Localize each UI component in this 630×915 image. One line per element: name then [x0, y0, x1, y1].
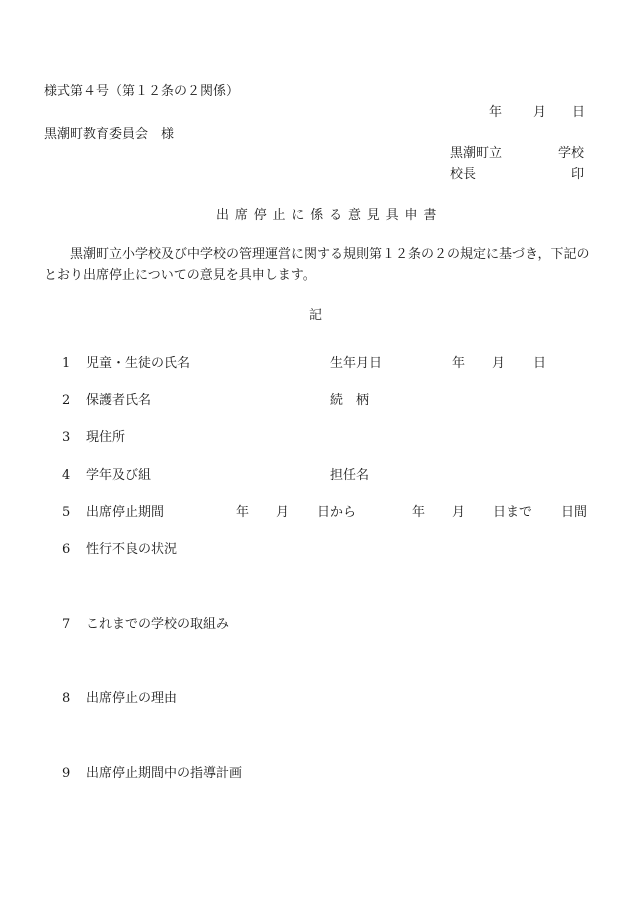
item-label-student-name: 児童・生徒の氏名 — [86, 356, 191, 371]
item-number: 9 — [62, 766, 71, 781]
date-month-label: 月 — [533, 105, 547, 120]
item-label-misconduct-status: 性行不良の状況 — [86, 542, 178, 557]
item-sublabel-relationship: 続 柄 — [330, 393, 370, 408]
item-number: 3 — [62, 430, 71, 445]
addressee: 黒潮町教育委員会 様 — [44, 127, 175, 142]
item-number: 1 — [62, 356, 71, 371]
from-year-label: 年 — [236, 505, 250, 520]
item-label-suspension-period: 出席停止期間 — [86, 505, 165, 520]
seal-label: 印 — [571, 167, 585, 182]
to-suffix-label: 日まで — [493, 505, 533, 520]
body-paragraph: 黒潮町立小学校及び中学校の管理運営に関する規則第１２条の２の規定に基づき，下記のとおり出席停止についての意見を具申します。 — [44, 247, 590, 283]
item-label-address: 現住所 — [86, 430, 126, 445]
item-number: 4 — [62, 468, 71, 483]
to-month-label: 月 — [452, 505, 466, 520]
item-number: 8 — [62, 691, 71, 706]
item-label-guidance-plan: 出席停止期間中の指導計画 — [86, 766, 243, 781]
item-number: 6 — [62, 542, 71, 557]
birth-year-label: 年 — [452, 356, 466, 371]
school-suffix-label: 学校 — [558, 146, 585, 161]
form-number: 様式第４号（第１２条の２関係） — [44, 84, 240, 99]
item-label-guardian-name: 保護者氏名 — [86, 393, 152, 408]
item-number: 2 — [62, 393, 71, 408]
document-title: 出席停止に係る意見具申書 — [216, 208, 443, 223]
birth-day-label: 日 — [533, 356, 547, 371]
from-month-label: 月 — [276, 505, 290, 520]
birth-month-label: 月 — [492, 356, 506, 371]
item-sublabel-birthdate: 生年月日 — [330, 356, 383, 371]
from-suffix-label: 日から — [317, 505, 357, 520]
item-label-grade-class: 学年及び組 — [86, 468, 152, 483]
date-day-label: 日 — [572, 105, 586, 120]
item-sublabel-teacher: 担任名 — [330, 468, 370, 483]
item-label-school-efforts: これまでの学校の取組み — [86, 617, 230, 632]
item-number: 7 — [62, 617, 71, 632]
to-year-label: 年 — [412, 505, 426, 520]
item-label-suspension-reason: 出席停止の理由 — [86, 691, 178, 706]
date-year-label: 年 — [489, 105, 503, 120]
item-number: 5 — [62, 505, 71, 520]
principal-label: 校長 — [450, 167, 477, 182]
duration-label: 日間 — [561, 505, 588, 520]
school-town-label: 黒潮町立 — [450, 146, 503, 161]
ki-label: 記 — [309, 308, 323, 323]
